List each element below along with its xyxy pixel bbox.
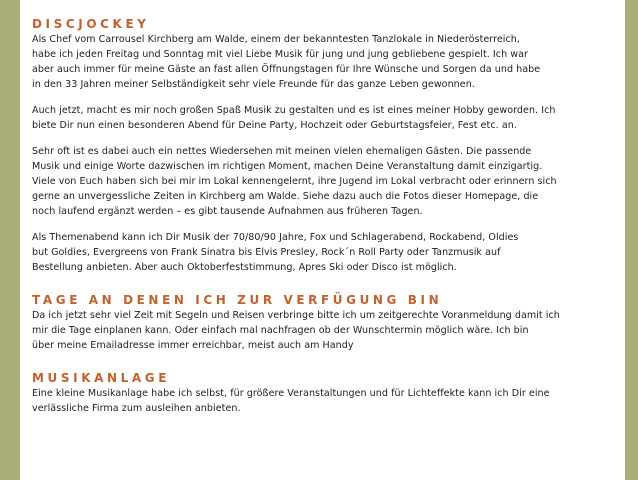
- text-line: gerne an unvergessliche Zeiten in Kirchberg am Walde. Siehe dazu auch die Fotos dieser Homepage, die: [32, 191, 539, 202]
- text-line: mir die Tage einplanen kann. Oder einfach mal nachfragen ob der Wunschtermin möglich wäre. Ich bin: [32, 325, 529, 336]
- text-line: Auch jetzt, macht es mir noch großen Spaß Musik zu gestalten und es ist eines meiner Hobby geworden. Ich: [32, 105, 556, 116]
- text-line: Bestellung anbieten. Aber auch Oktoberfeststimmung, Apres Ski oder Disco ist möglich.: [32, 262, 457, 273]
- text-line: Viele von Euch haben sich bei mir im Lokal kennengelernt, ihre Jugend im Lokal verbracht oder erinnern sich: [32, 176, 557, 187]
- paragraph: [32, 308, 625, 353]
- text-line: Als Chef vom Carrousel Kirchberg am Walde, einem der bekanntesten Tanzlokale in Niederösterreich,: [32, 34, 520, 45]
- text-line: habe ich jeden Freitag und Sonntag mit viel Liebe Musik für jung und jung gebliebene gespielt. Ich war: [32, 49, 529, 60]
- text-line: Als Themenabend kann ich Dir Musik der 70/80/90 Jahre, Fox und Schlagerabend, Rockabend, Oldies: [32, 232, 519, 243]
- page-content: [20, 0, 625, 480]
- text-line: biete Dir nun einen besonderen Abend für Deine Party, Hochzeit oder Geburtstagsfeier, Fest etc. an.: [32, 120, 517, 131]
- paragraph: [32, 230, 625, 275]
- text-line: noch laufend ergänzt werden – es gibt tausende Aufnahmen aus früheren Tagen.: [32, 206, 423, 217]
- text-line: über meine Emailadresse immer erreichbar, meist auch am Handy: [32, 340, 354, 351]
- paragraph: [32, 144, 625, 219]
- text-line: Da ich jetzt sehr viel Zeit mit Segeln und Reisen verbringe bitte ich um zeitgerechte Voranmeldung damit ich: [32, 310, 560, 321]
- text-line: but Goldies, Evergreens von Frank Sinatra bis Elvis Presley, Rock´n Roll Party oder Tanzmusik auf: [32, 247, 501, 258]
- section-title-discjockey: DISCJOCKEY: [32, 17, 150, 31]
- text-line: Eine kleine Musikanlage habe ich selbst, für größere Veranstaltungen und für Lichteffekte kann ich Dir eine: [32, 388, 550, 399]
- text-line: verlässliche Firma zum ausleihen anbieten.: [32, 403, 241, 414]
- text-line: in den 33 Jahren meiner Selbständigkeit sehr viele Freunde für das ganze Leben gewonnen.: [32, 79, 475, 90]
- text-line: Musik und einige Worte dazwischen im richtigen Moment, machen Deine Veranstaltung damit einzigartig.: [32, 161, 543, 172]
- paragraph: [32, 32, 625, 92]
- text-line: Sehr oft ist es dabei auch ein nettes Wiedersehen mit meinen vielen ehemaligen Gästen. Die passende: [32, 146, 532, 157]
- section-title-availability: TAGE AN DENEN ICH ZUR VERFÜGUNG BIN: [32, 293, 443, 307]
- page-border-right: [625, 0, 638, 480]
- section-title-musikanlage: MUSIKANLAGE: [32, 371, 171, 385]
- paragraph: [32, 103, 625, 133]
- text-line: aber auch immer für meine Gäste an fast allen Öffnungstagen für Ihre Wünsche und Sorgen da und habe: [32, 64, 541, 75]
- paragraph: [32, 386, 625, 416]
